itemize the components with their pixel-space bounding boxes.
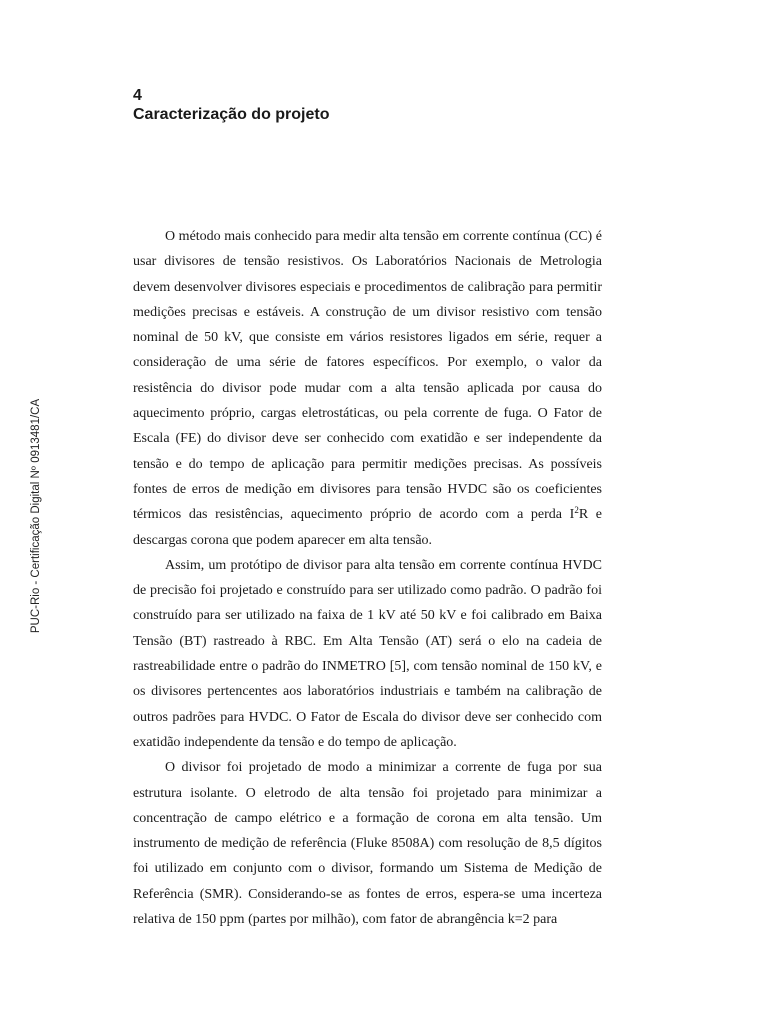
paragraph-3: O divisor foi projetado de modo a minimizar a corrente de fuga por sua estrutura isolante. O eletrodo de alta tensão foi projetado para minimizar a concentração de campo elétrico e a formação de corona em alta tensão. Um instrumento de medição de referência (Fluke 8508A) com resolução de 8,5 dígitos foi utilizado em conjunto com o divisor, formando um Sistema de Medição de Referência (SMR). Considerando-se as fontes de erros, espera-se uma incerteza relativa de 150 ppm (partes por milhão), com fator de abrangência k=2 para (133, 760, 602, 928)
paragraph-1-text: O método mais conhecido para medir alta tensão em corrente contínua (CC) é usar divisores de tensão resistivos. Os Laboratórios Nacionais de Metrologia devem desenvolver divisores especiais e procedimentos de calibração para permitir medições precisas e estáveis. A construção de um divisor resistivo com tensão nominal de 50 kV, que consiste em vários resistores ligados em série, requer a consideração de uma série de fatores específicos. Por exemplo, o valor da resistência do divisor pode mudar com a alta tensão aplicada por causa do aquecimento próprio, cargas eletrostáticas, ou pela corrente de fuga. O Fator de Escala (FE) do divisor deve ser conhecido com exatidão e ser independente da tensão e do tempo de aplicação para permitir medições precisas. As possíveis fontes de erros de medição em divisores para tensão HVDC são os coeficientes térmicos das resistências, aquecimento próprio de acordo com a perda I (133, 229, 602, 523)
side-watermark: PUC-Rio - Certificação Digital Nº 0913481/CA (30, 398, 42, 634)
paragraph-1 (133, 224, 602, 553)
paragraph-1-tail: R e descargas corona que podem aparecer em alta tensão. (133, 507, 602, 548)
chapter-number: 4 (133, 87, 142, 104)
chapter-title: Caracterização do projeto (133, 106, 330, 123)
superscript-two: 2 (574, 505, 579, 516)
body-text (133, 224, 602, 932)
paragraph-2: Assim, um protótipo de divisor para alta tensão em corrente contínua HVDC de precisão foi projetado e construído para ser utilizado como padrão. O padrão foi construído para ser utilizado na faixa de 1 kV até 50 kV e foi calibrado em Baixa Tensão (BT) rastreado à RBC. Em Alta Tensão (AT) será o elo na cadeia de rastreabilidade entre o padrão do INMETRO [5], com tensão nominal de 150 kV, e os divisores pertencentes aos laboratórios industriais e também na calibração de outros padrões para HVDC. O Fator de Escala do divisor deve ser conhecido com exatidão independente da tensão e do tempo de aplicação. (133, 557, 602, 750)
